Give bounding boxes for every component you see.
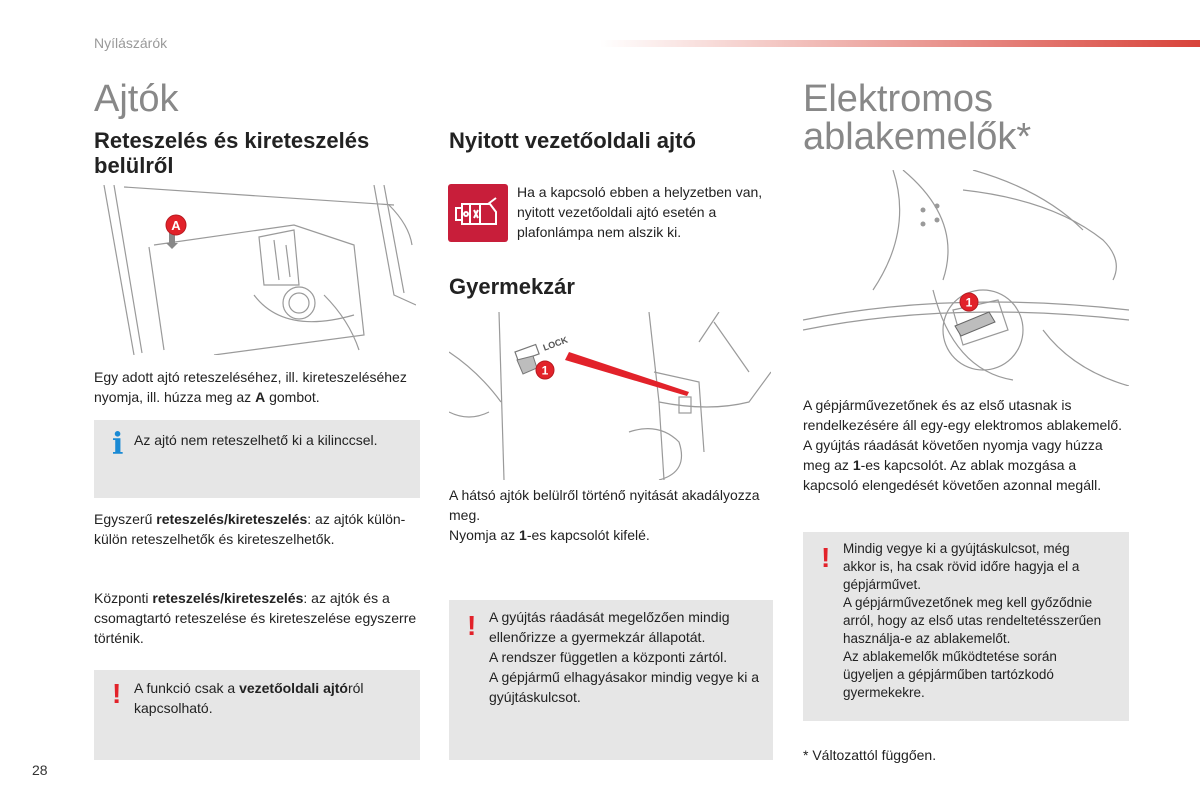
paragraph-kozponti: Központi reteszelés/kireteszelés: az ajtók és a csomagtartó reteszelése és kireteszelése egyszerre történik. — [94, 590, 417, 646]
paragraph-gyermekzar: A hátsó ajtók belülről történő nyitását akadályozza meg. Nyomja az 1-es kapcsolót kifelé. — [449, 487, 760, 543]
child-lock-illustration — [449, 312, 771, 480]
window-switch-illustration — [803, 170, 1129, 386]
callout-label-a: A — [171, 218, 181, 233]
page-title-ajtok: Ajtók — [94, 78, 179, 120]
page-title-ablakemelok: Elektromos ablakemelők* — [803, 78, 1032, 158]
warning-box-child-lock — [449, 600, 773, 760]
heading-gyermekzar: Gyermekzár — [449, 274, 575, 299]
warning-box-driver-door — [94, 670, 420, 760]
paragraph-reteszeles: Egy adott ajtó reteszeléséhez, ill. kireteszeléséhez nyomja, ill. húzza meg az A gombot. — [94, 369, 407, 405]
warning-box-text: A funkció csak a vezetőoldali ajtóról kapcsolható. — [134, 680, 364, 716]
info-box — [94, 420, 420, 498]
warning-box-text: Mindig vegye ki a gyújtáskulcsot, még akkor is, ha csak rövid időre hagyja el a gépjárművet. A gépjárművezetőnek meg kell győződnie arról, hogy az első utas rendeltetésszerűen használja-e az ablakemelőt. Az ablakemelők működtetése során ügyeljen a gépjárműben tartózkodó gyermekekre. — [843, 541, 1102, 700]
warning-icon: ! — [467, 610, 477, 641]
door-open-lamp-text: Ha a kapcsoló ebben a helyzetben van, nyitott vezetőoldali ajtó esetén a plafonlámpa nem alszik ki. — [517, 184, 763, 240]
paragraph-egyszeru: Egyszerű reteszelés/kireteszelés: az ajtók külön-külön reteszelhetők és kireteszelhetők. — [94, 511, 406, 547]
section-label: Nyílászárók — [94, 35, 168, 51]
header-accent-bar — [600, 40, 1200, 47]
heading-nyitott-ajto: Nyitott vezetőoldali ajtó — [449, 128, 696, 153]
callout-label-1: 1 — [965, 295, 973, 310]
page-number: 28 — [32, 762, 48, 778]
door-lock-illustration — [94, 185, 416, 355]
footnote: * Változattól függően. — [803, 747, 937, 763]
callout-label-1: 1 — [541, 363, 549, 378]
info-icon: i — [112, 427, 124, 462]
lock-label: LOCK — [541, 334, 570, 353]
heading-reteszeles: Reteszelés és kireteszelés belülről — [94, 128, 370, 178]
door-open-lamp-icon — [448, 184, 508, 242]
paragraph-ablakemelo: A gépjárművezetőnek és az első utasnak is rendelkezésére áll egy-egy elektromos ablakemelő. A gyújtás ráadását követően nyomja vagy húzza meg az 1-es kapcsolót. Az ablak mozgása a kapcsoló elengedését követően azonnal megáll. — [803, 397, 1123, 493]
warning-box-window — [803, 532, 1129, 721]
warning-icon: ! — [821, 542, 831, 573]
warning-icon: ! — [112, 678, 122, 709]
info-box-text: Az ajtó nem reteszelhető ki a kilinccsel. — [134, 432, 378, 448]
warning-box-text: A gyújtás ráadását megelőzően mindig ellenőrizze a gyermekzár állapotát. A rendszer független a központi zártól. A gépjármű elhagyásakor mindig vegye ki a gyújtáskulcsot. — [489, 609, 760, 705]
